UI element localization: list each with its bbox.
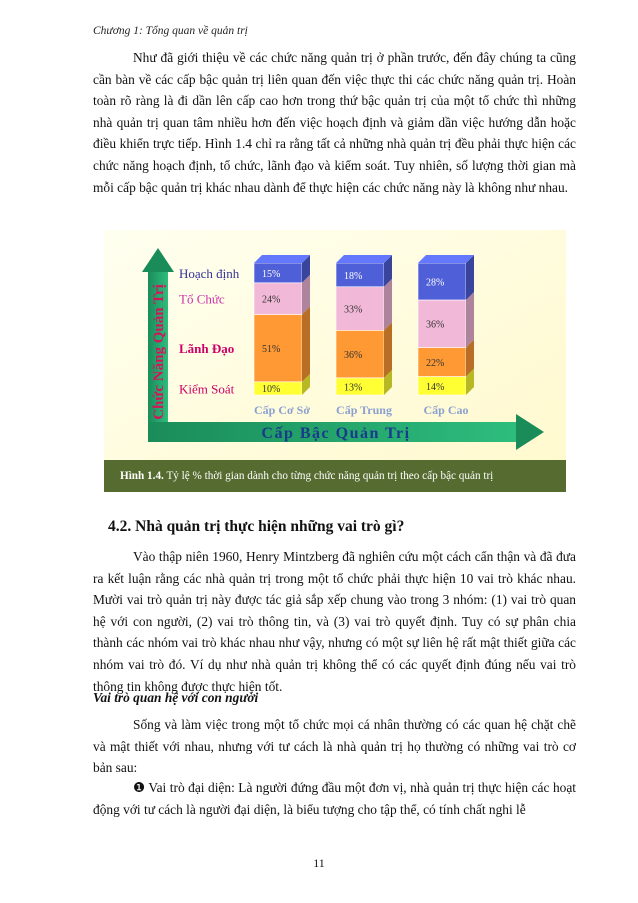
category-label-2: Cấp Trung — [336, 403, 392, 417]
x-axis-title: Cấp Bậc Quản Trị — [261, 425, 411, 442]
bar-3-label-1: 14% — [426, 381, 445, 393]
page-number: 11 — [313, 856, 325, 870]
bar-3-top — [418, 255, 474, 263]
bar-1-label-3: 24% — [262, 294, 281, 306]
bar-1-label-2: 51% — [262, 344, 281, 356]
legend-label-3: Tổ Chức — [179, 291, 225, 307]
figure-caption-text: Tỷ lệ % thời gian dành cho từng chức năng quản trị theo cấp bậc quản trị — [163, 470, 494, 482]
bar-2-label-2: 36% — [344, 350, 363, 362]
figure-caption — [104, 460, 566, 492]
category-label-1: Cấp Cơ Sở — [254, 403, 310, 417]
section-title: 4.2. Nhà quản trị thực hiện những vai trò gì? — [108, 518, 405, 535]
legend-label-1: Kiểm Soát — [179, 381, 235, 397]
representative-role-paragraph: ❶ Vai trò đại diện: Là người đứng đầu một đơn vị, nhà quản trị thực hiện các hoạt động với tư cách là người đại diện, là biểu tượng cho tập thể, có tính chất nghi lễ — [93, 780, 576, 817]
bar-2-label-4: 18% — [344, 270, 363, 282]
bar-2-segment-2-side — [384, 322, 392, 378]
bar-2-label-1: 13% — [344, 382, 363, 394]
chart-background — [104, 230, 566, 492]
bar-1-segment-2-side — [302, 306, 310, 381]
page-header: Chương 1: Tổng quan về quản trị — [93, 25, 248, 37]
y-axis-title: Chức Năng Quản Trị — [151, 284, 167, 420]
legend-label-4: Hoạch định — [179, 265, 240, 281]
bar-2-top — [336, 255, 392, 263]
mintzberg-paragraph: Vào thập niên 1960, Henry Mintzberg đã nghiên cứu một cách cẩn thận và đã đưa ra kết luận rằng các nhà quản trị trong một tổ chức phải thực hiện 10 vai trò khác nhau. Mười vai trò quản trị này được tác giả sắp xếp chung vào trong 3 nhóm: (1) vai trò quan hệ với con người, (2) vai trò thông tin, và (3) vai trò quyết định. Tuy có sự phân chia thành các nhóm vai trò khác nhau như vậy, nhưng có một sự liên hệ rất mật thiết giữa các nhóm vai trò đó. Ví dụ như nhà quản trị không thể có các quyết định đúng nếu vai trò thông tin không được thực hiện tốt. — [93, 549, 576, 694]
bar-1-label-4: 15% — [262, 268, 281, 280]
bar-1-top — [254, 255, 310, 263]
figure-1-4 — [104, 230, 566, 492]
intro-paragraph: Như đã giới thiệu về các chức năng quản trị ở phần trước, đến đây chúng ta cũng cần bàn về các cấp bậc quản trị liên quan đến việc thực thi các chức năng quản trị. Hoàn toàn rõ ràng là đi dần lên cấp cao hơn trong thứ bậc quản trị của một tổ chức thì những nhà quản trị quan tâm nhiều hơn đến việc hoạch định và giảm dần việc hướng dẫn hoặc điều khiển trực tiếp. Hình 1.4 chỉ ra rằng tất cả những nhà quản trị đều phải thực hiện các chức năng hoạch định, tổ chức, lãnh đạo và kiểm soát. Tuy nhiên, số lượng thời gian mà mỗi cấp bậc quản trị khác nhau dành để thực hiện các chức năng này là không như nhau. — [93, 50, 576, 195]
category-label-3: Cấp Cao — [423, 403, 469, 417]
bar-3-label-2: 22% — [426, 358, 445, 369]
bar-3-segment-3-side — [466, 292, 474, 348]
bar-3-label-3: 36% — [426, 319, 445, 331]
legend-label-2: Lãnh Đạo — [179, 341, 235, 357]
figure-caption-label: Hình 1.4. — [120, 470, 164, 482]
subheading-human-relations: Vai trò quan hệ với con người — [93, 690, 259, 705]
bar-2-label-3: 33% — [344, 304, 363, 316]
bar-2-segment-3-side — [384, 279, 392, 331]
bar-1-label-1: 10% — [262, 384, 281, 395]
human-relations-paragraph: Sống và làm việc trong một tổ chức mọi cá nhân thường có các quan hệ chặt chẽ và mật thiết với nhau, nhưng với tư cách là nhà quản trị họ thường có những vai trò cơ bản sau: — [93, 717, 576, 776]
stacked-bar-chart — [104, 230, 566, 492]
bar-3-label-4: 28% — [426, 277, 445, 289]
